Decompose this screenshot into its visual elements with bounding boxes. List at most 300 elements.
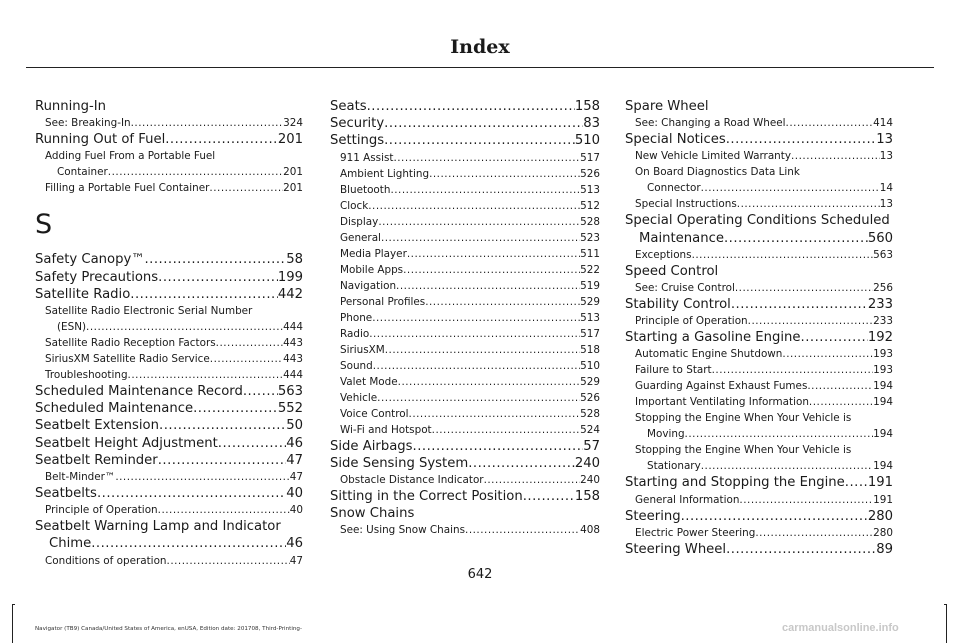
index-entry (35, 535, 303, 552)
entry-page-number: 194 (873, 428, 893, 441)
entry-label: Seats (330, 99, 367, 114)
dot-leader (748, 313, 874, 329)
entry-label: Mobile Apps (340, 263, 404, 276)
entry-label: General Information (635, 493, 740, 506)
entry-label: Failure to Start (635, 364, 712, 377)
dot-leader (193, 400, 278, 417)
entry-label: Clock (340, 199, 369, 212)
dot-leader (407, 246, 580, 262)
entry-page-number: 563 (277, 384, 303, 400)
dot-leader (369, 326, 580, 342)
dot-leader (144, 251, 286, 268)
dot-leader (809, 394, 873, 410)
entry-label: Vehicle (340, 391, 378, 404)
dot-leader (409, 406, 581, 422)
dot-leader (158, 502, 290, 518)
entry-page-number: 233 (873, 315, 893, 328)
dot-leader (243, 383, 278, 400)
index-entry (625, 230, 893, 247)
entry-label: Exceptions (635, 248, 692, 261)
entry-page-number: 526 (580, 167, 600, 180)
entry-page-number: 528 (580, 407, 600, 420)
dot-leader (807, 378, 873, 394)
entry-page-number: 519 (580, 279, 600, 292)
entry-page-number: 47 (289, 471, 303, 484)
entry-page-number: 201 (283, 166, 303, 179)
index-subentry (330, 422, 600, 438)
entry-label: Guarding Against Exhaust Fumes (635, 380, 808, 393)
crop-mark (12, 604, 13, 643)
entry-label: Sound (340, 359, 373, 372)
entry-page-number: 523 (580, 231, 600, 244)
entry-label: Media Player (340, 247, 407, 260)
entry-label: Spare Wheel (625, 99, 709, 114)
entry-page-number: 408 (580, 524, 600, 537)
entry-label: Seatbelt Extension (35, 418, 159, 434)
index-subentry (625, 394, 893, 410)
index-entry (330, 455, 600, 472)
page-number: 642 (467, 567, 493, 582)
entry-label: Stopping the Engine When Your Vehicle is (635, 444, 852, 457)
entry-label: 911 Assist (340, 151, 394, 164)
entry-page-number: 324 (283, 117, 303, 130)
dot-leader (385, 342, 580, 358)
index-subentry (625, 426, 893, 442)
entry-page-number: 240 (574, 455, 600, 471)
index-column-3 (625, 98, 893, 558)
entry-label: Valet Mode (340, 375, 398, 388)
entry-label: Automatic Engine Shutdown (635, 348, 783, 361)
dot-leader (91, 535, 286, 552)
entry-label: On Board Diagnostics Data Link (635, 166, 800, 179)
entry-label: Navigation (340, 279, 397, 292)
dot-leader (701, 458, 873, 474)
entry-page-number: 526 (580, 391, 600, 404)
entry-label: Belt-Minder™ (45, 471, 116, 484)
index-subentry (330, 472, 600, 488)
index-entry (35, 269, 303, 286)
entry-label: Satellite Radio (35, 286, 131, 302)
entry-label: Ambient Lighting (340, 167, 430, 180)
footer-edition-text: Navigator (TB9) Canada/United States of America, enUSA, Edition date: 201708, Third-Printing- (35, 626, 302, 632)
entry-label: Chime (49, 536, 92, 552)
entry-page-number: 517 (580, 151, 600, 164)
dot-leader (685, 426, 874, 442)
dot-leader (735, 280, 873, 296)
dot-leader (108, 164, 283, 180)
dot-leader (367, 98, 575, 115)
entry-page-number: 40 (289, 504, 303, 517)
entry-page-number: 529 (580, 375, 600, 388)
dot-leader (377, 390, 580, 406)
entry-label: Stationary (647, 460, 701, 473)
index-subentry (330, 230, 600, 246)
entry-page-number: 193 (873, 364, 893, 377)
dot-leader (372, 310, 580, 326)
index-entry (330, 438, 600, 455)
dot-leader (465, 522, 580, 538)
index-subentry (625, 458, 893, 474)
entry-label: Maintenance (639, 230, 724, 246)
index-subentry (625, 313, 893, 329)
entry-label: Personal Profiles (340, 295, 426, 308)
entry-label: Seatbelt Warning Lamp and Indicator (35, 519, 281, 535)
entry-page-number: 511 (580, 247, 600, 260)
entry-page-number: 194 (873, 396, 893, 409)
index-entry (625, 329, 893, 346)
dot-leader (432, 422, 581, 438)
dot-leader (681, 508, 868, 525)
index-subentry (625, 346, 893, 362)
crop-mark (944, 604, 947, 605)
entry-label: Voice Control (340, 407, 409, 420)
entry-label: Bluetooth (340, 183, 391, 196)
entry-page-number: 522 (580, 263, 600, 276)
entry-page-number: 240 (580, 474, 600, 487)
index-entry (625, 508, 893, 525)
index-column-2 (330, 98, 600, 538)
index-subentry (330, 522, 600, 538)
dot-leader (801, 329, 868, 346)
entry-label: Running-In (35, 99, 107, 114)
dot-leader (739, 492, 873, 508)
index-subentry (625, 280, 893, 296)
index-subentry (330, 406, 600, 422)
index-entry (35, 417, 303, 434)
entry-page-number: 13 (879, 198, 893, 211)
index-subentry (35, 148, 303, 164)
index-subentry (35, 303, 303, 319)
entry-page-number: 280 (867, 508, 893, 524)
dot-leader (425, 294, 580, 310)
entry-label: Snow Chains (330, 506, 415, 522)
dot-leader (398, 374, 581, 390)
entry-label: Special Instructions (635, 198, 737, 211)
dot-leader (390, 182, 580, 198)
dot-leader (791, 148, 880, 164)
dot-leader (701, 180, 880, 196)
dot-leader (165, 131, 278, 148)
entry-page-number: 517 (580, 327, 600, 340)
index-subentry (35, 367, 303, 383)
entry-label: Electric Power Steering (635, 526, 756, 539)
index-subentry (330, 198, 600, 214)
dot-leader (97, 485, 286, 502)
dot-leader (724, 230, 868, 247)
index-subentry (330, 262, 600, 278)
entry-page-number: 443 (283, 353, 303, 366)
entry-label: Troubleshooting (45, 369, 128, 382)
entry-label: Side Airbags (330, 438, 413, 454)
entry-page-number: 414 (873, 117, 893, 130)
index-subentry (625, 410, 893, 426)
entry-label: Special Notices (625, 132, 726, 148)
entry-label: Satellite Radio Reception Factors (45, 337, 216, 350)
dot-leader (692, 247, 874, 263)
dot-leader (413, 438, 584, 455)
entry-label: Special Operating Conditions Scheduled (625, 213, 890, 229)
index-subentry (330, 358, 600, 374)
index-subentry (625, 115, 893, 131)
section-letter: S (35, 209, 53, 241)
dot-leader (86, 319, 283, 335)
index-entry (330, 98, 600, 115)
entry-label: Moving (647, 428, 685, 441)
entry-label: See: Breaking-In (45, 117, 131, 130)
index-subentry (625, 362, 893, 378)
crop-mark (946, 604, 947, 643)
index-subentry (330, 326, 600, 342)
dot-leader (131, 115, 284, 131)
dot-leader (726, 541, 876, 558)
entry-page-number: 89 (876, 541, 893, 557)
entry-label: Stopping the Engine When Your Vehicle is (635, 412, 852, 425)
entry-page-number: 83 (583, 116, 600, 132)
dot-leader (368, 198, 580, 214)
entry-label: Satellite Radio Electronic Serial Number (45, 305, 253, 318)
entry-label: Starting and Stopping the Engine (625, 475, 845, 491)
index-subentry (330, 310, 600, 326)
dot-leader (782, 346, 873, 362)
entry-page-number: 510 (580, 359, 600, 372)
entry-page-number: 58 (286, 252, 303, 268)
entry-page-number: 199 (277, 269, 303, 285)
dot-leader (209, 180, 283, 196)
dot-leader (130, 286, 278, 303)
entry-page-number: 524 (580, 423, 600, 436)
entry-label: Filling a Portable Fuel Container (45, 182, 210, 195)
entry-label: Scheduled Maintenance Record (35, 384, 243, 400)
entry-label: Running Out of Fuel (35, 132, 166, 148)
entry-page-number: 280 (873, 526, 893, 539)
index-entry (330, 115, 600, 132)
entry-label: Seatbelts (35, 486, 97, 502)
entry-label: Container (57, 166, 108, 179)
entry-page-number: 201 (283, 182, 303, 195)
index-entry (35, 383, 303, 400)
index-entry (625, 296, 893, 313)
entry-page-number: 512 (580, 199, 600, 212)
entry-page-number: 14 (879, 182, 893, 195)
entry-label: SiriusXM Satellite Radio Service (45, 353, 210, 366)
entry-page-number: 47 (286, 452, 303, 468)
entry-label: Steering Wheel (625, 541, 727, 557)
index-subentry (625, 525, 893, 541)
index-entry (330, 132, 600, 149)
index-subentry (35, 502, 303, 518)
entry-label: Safety Canopy™ (35, 252, 145, 268)
dot-leader (210, 351, 283, 367)
entry-page-number: 552 (277, 401, 303, 417)
page-title: Index (450, 36, 510, 58)
dot-leader (523, 488, 575, 505)
header-rule (26, 67, 934, 68)
dot-leader (403, 262, 580, 278)
entry-label: Scheduled Maintenance (35, 401, 194, 417)
entry-label: Settings (330, 133, 385, 149)
dot-leader (216, 335, 284, 351)
index-entry (330, 505, 600, 522)
index-subentry (35, 469, 303, 485)
entry-page-number: 191 (873, 493, 893, 506)
index-subentry (330, 342, 600, 358)
entry-label: Side Sensing System (330, 455, 469, 471)
entry-label: Security (330, 116, 385, 132)
dot-leader (712, 362, 874, 378)
dot-leader (115, 469, 289, 485)
entry-page-number: 13 (879, 150, 893, 163)
dot-leader (737, 196, 880, 212)
entry-label: Principle of Operation (45, 504, 158, 517)
entry-label: See: Changing a Road Wheel (635, 117, 786, 130)
index-subentry (330, 278, 600, 294)
entry-label: Principle of Operation (635, 315, 748, 328)
index-entry (625, 541, 893, 558)
dot-leader (378, 214, 580, 230)
dot-leader (218, 435, 286, 452)
entry-page-number: 518 (580, 343, 600, 356)
index-entry (35, 435, 303, 452)
index-entry (625, 98, 893, 115)
entry-label: (ESN) (57, 321, 87, 334)
entry-label: See: Using Snow Chains (340, 524, 466, 537)
watermark-logo: carmanualsonline.info (782, 622, 899, 634)
dot-leader (755, 525, 873, 541)
index-subentry (330, 214, 600, 230)
index-subentry (625, 180, 893, 196)
entry-label: Obstacle Distance Indicator (340, 474, 484, 487)
dot-leader (484, 472, 581, 488)
index-subentry (35, 319, 303, 335)
entry-label: Radio (340, 327, 370, 340)
index-subentry (625, 247, 893, 263)
entry-label: Wi-Fi and Hotspot (340, 423, 432, 436)
entry-label: Sitting in the Correct Position (330, 489, 523, 505)
entry-page-number: 46 (286, 536, 303, 552)
entry-label: Speed Control (625, 263, 719, 279)
dot-leader (384, 115, 583, 132)
dot-leader (373, 358, 580, 374)
entry-page-number: 201 (277, 132, 303, 148)
index-subentry (330, 294, 600, 310)
index-entry (35, 400, 303, 417)
entry-page-number: 192 (867, 330, 893, 346)
entry-page-number: 194 (873, 460, 893, 473)
dot-leader (159, 417, 286, 434)
index-subentry (330, 166, 600, 182)
dot-leader (786, 115, 874, 131)
index-subentry (35, 180, 303, 196)
entry-label: SiriusXM (340, 343, 385, 356)
entry-page-number: 57 (583, 438, 600, 454)
entry-label: Important Ventilating Information (635, 396, 809, 409)
dot-leader (393, 150, 580, 166)
dot-leader (128, 367, 284, 383)
index-entry (330, 488, 600, 505)
dot-leader (845, 474, 868, 491)
crop-mark (12, 604, 15, 605)
entry-page-number: 444 (283, 369, 303, 382)
entry-page-number: 513 (580, 311, 600, 324)
entry-page-number: 191 (867, 475, 893, 491)
index-subentry (330, 374, 600, 390)
entry-page-number: 256 (873, 282, 893, 295)
index-subentry (625, 148, 893, 164)
index-entry (35, 452, 303, 469)
entry-page-number: 513 (580, 183, 600, 196)
entry-page-number: 444 (283, 321, 303, 334)
index-subentry (330, 182, 600, 198)
index-subentry (330, 390, 600, 406)
dot-leader (468, 455, 575, 472)
entry-page-number: 563 (873, 248, 893, 261)
entry-page-number: 528 (580, 215, 600, 228)
index-entry (625, 212, 893, 229)
entry-page-number: 193 (873, 348, 893, 361)
entry-page-number: 158 (574, 489, 600, 505)
index-entry (35, 518, 303, 535)
entry-page-number: 40 (286, 486, 303, 502)
index-subentry (625, 442, 893, 458)
entry-label: Seatbelt Reminder (35, 452, 158, 468)
entry-page-number: 47 (289, 554, 303, 567)
entry-page-number: 46 (286, 435, 303, 451)
entry-page-number: 560 (867, 230, 893, 246)
entry-label: Stability Control (625, 297, 731, 313)
entry-label: Phone (340, 311, 373, 324)
entry-label: Starting a Gasoline Engine (625, 330, 801, 346)
index-column-1 (35, 98, 303, 569)
entry-label: New Vehicle Limited Warranty (635, 150, 791, 163)
dot-leader (731, 296, 868, 313)
index-subentry (35, 335, 303, 351)
dot-leader (396, 278, 580, 294)
entry-label: Display (340, 215, 379, 228)
index-entry (35, 485, 303, 502)
entry-label: Safety Precautions (35, 269, 159, 285)
index-entry (625, 131, 893, 148)
index-subentry (330, 150, 600, 166)
entry-page-number: 529 (580, 295, 600, 308)
index-subentry (35, 115, 303, 131)
entry-page-number: 50 (286, 418, 303, 434)
entry-label: Connector (647, 182, 701, 195)
index-subentry (330, 246, 600, 262)
index-subentry (625, 196, 893, 212)
index-subentry (35, 351, 303, 367)
index-entry (625, 263, 893, 280)
index-entry (35, 131, 303, 148)
dot-leader (384, 132, 575, 149)
dot-leader (381, 230, 580, 246)
index-subentry (625, 164, 893, 180)
index-subentry (35, 164, 303, 180)
index-subentry (625, 492, 893, 508)
entry-page-number: 510 (574, 133, 600, 149)
entry-page-number: 233 (867, 297, 893, 313)
dot-leader (429, 166, 580, 182)
dot-leader (158, 452, 287, 469)
entry-label: Adding Fuel From a Portable Fuel (45, 150, 216, 163)
dot-leader (158, 269, 278, 286)
entry-label: General (340, 231, 381, 244)
index-entry (35, 251, 303, 268)
entry-page-number: 158 (574, 99, 600, 114)
entry-page-number: 194 (873, 380, 893, 393)
entry-page-number: 13 (876, 132, 893, 148)
entry-label: See: Cruise Control (635, 282, 735, 295)
index-subentry (625, 378, 893, 394)
